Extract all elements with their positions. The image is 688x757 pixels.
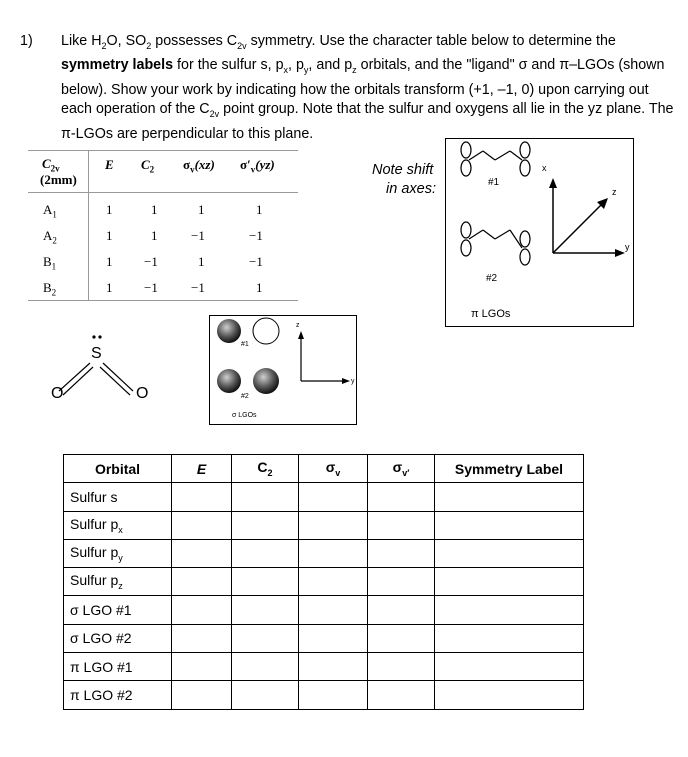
atom-sulfur: S bbox=[91, 345, 102, 362]
header-sigma-v-prime: $\sigma'_v(yz)$ bbox=[240, 157, 275, 175]
sigma-axis-y-label: y bbox=[351, 378, 355, 385]
sigma-axes bbox=[298, 331, 350, 384]
answer-cell[interactable] bbox=[368, 681, 435, 709]
row-label: Sulfur $p_x$ bbox=[64, 511, 172, 539]
sigma-lgo-2-orbitals bbox=[217, 368, 279, 394]
header-E: E bbox=[172, 455, 232, 483]
irrep-A1: $A_1$ bbox=[43, 202, 57, 220]
irrep-B1: $B_1$ bbox=[43, 254, 57, 272]
pi-lgo-2-lobes bbox=[461, 222, 530, 265]
answer-cell[interactable] bbox=[368, 624, 435, 652]
sigma-lgo-caption: σ LGOs bbox=[232, 412, 257, 419]
pi-lgo-1-label: #1 bbox=[488, 177, 500, 188]
atom-oxygen-left: O bbox=[51, 385, 64, 402]
header-E: E bbox=[105, 157, 114, 172]
character-table bbox=[28, 150, 298, 302]
pi-lgo-diagram bbox=[445, 138, 634, 327]
answer-cell[interactable] bbox=[172, 681, 232, 709]
group-name: $C_{2v}$ bbox=[42, 156, 60, 174]
answer-cell[interactable] bbox=[299, 539, 368, 567]
answer-cell[interactable] bbox=[232, 539, 299, 567]
sigma-lgo-diagram bbox=[209, 315, 357, 425]
answer-header-row bbox=[64, 455, 584, 483]
answer-cell[interactable] bbox=[172, 483, 232, 511]
row-label: Sulfur s bbox=[64, 483, 172, 511]
sigma-axis-z-label: z bbox=[296, 322, 300, 329]
answer-cell[interactable] bbox=[435, 568, 584, 596]
answer-cell[interactable] bbox=[299, 568, 368, 596]
char-cell: 1 bbox=[198, 202, 205, 217]
pi-lgo-1-lobes bbox=[461, 142, 530, 176]
header-symmetry-label: Symmetry Label bbox=[435, 455, 584, 483]
header-sigma-v: $\sigma_v$ bbox=[299, 455, 368, 483]
answer-cell[interactable] bbox=[172, 653, 232, 681]
table-row bbox=[64, 483, 584, 511]
answer-cell[interactable] bbox=[368, 596, 435, 624]
bold-term: symmetry labels bbox=[61, 57, 174, 74]
char-cell: 1 bbox=[256, 202, 263, 217]
axis-y-label: y bbox=[625, 242, 630, 252]
table-row bbox=[64, 596, 584, 624]
answer-cell[interactable] bbox=[435, 681, 584, 709]
answer-cell[interactable] bbox=[299, 483, 368, 511]
answer-cell[interactable] bbox=[368, 539, 435, 567]
answer-cell[interactable] bbox=[172, 624, 232, 652]
answer-cell[interactable] bbox=[232, 568, 299, 596]
table-row bbox=[64, 539, 584, 567]
answer-cell[interactable] bbox=[299, 511, 368, 539]
answer-cell[interactable] bbox=[232, 596, 299, 624]
table-row bbox=[64, 511, 584, 539]
answer-table bbox=[63, 454, 584, 710]
answer-cell[interactable] bbox=[172, 568, 232, 596]
answer-cell[interactable] bbox=[368, 653, 435, 681]
table-row bbox=[64, 624, 584, 652]
answer-cell[interactable] bbox=[232, 624, 299, 652]
group-alt-name: (2mm) bbox=[40, 172, 77, 187]
answer-cell[interactable] bbox=[435, 653, 584, 681]
axis-x-label: x bbox=[542, 163, 547, 173]
pi-lgo-drawing bbox=[445, 138, 634, 327]
answer-cell[interactable] bbox=[172, 539, 232, 567]
question-body: Like $H_2O$, $SO_2$ possesses $C_{2v}$ symmetry. Use the character table below to determine the symmetry labels for the sulfur s, $p_x$, $p_y$, and $p_z$ orbitals, and the "ligand" σ and π–LGOs (shown below). Show your work by indicating how the orbitals transform (+1, –1, 0) upon carrying out each operation of the $C_{2v}$ point group. Note that the sulfur and oxygens all lie in the yz plane. The π-LGOs are perpendicular to this plane. bbox=[61, 33, 674, 142]
irrep-A2: $A_2$ bbox=[43, 228, 57, 246]
answer-cell[interactable] bbox=[435, 511, 584, 539]
atom-oxygen-right: O bbox=[136, 385, 149, 402]
header-C2: $C_2$ bbox=[141, 157, 155, 175]
answer-cell[interactable] bbox=[368, 568, 435, 596]
sigma-lgo-drawing bbox=[209, 315, 357, 425]
row-label: σ LGO #1 bbox=[64, 596, 172, 624]
answer-cell[interactable] bbox=[435, 624, 584, 652]
table-row bbox=[64, 653, 584, 681]
question-number: 1) bbox=[20, 33, 33, 49]
table-row bbox=[64, 568, 584, 596]
char-cell: −1 bbox=[249, 228, 263, 243]
answer-cell[interactable] bbox=[299, 624, 368, 652]
note-line-1: Note shift bbox=[372, 162, 434, 178]
s-lone-pair-dots bbox=[92, 335, 101, 338]
answer-cell[interactable] bbox=[368, 511, 435, 539]
answer-cell[interactable] bbox=[299, 681, 368, 709]
answer-cell[interactable] bbox=[435, 596, 584, 624]
header-C2: $C_2$ bbox=[232, 455, 299, 483]
char-cell: −1 bbox=[144, 280, 158, 295]
header-sigma-v-prime: $\sigma_{v'}$ bbox=[368, 455, 435, 483]
row-label: π LGO #2 bbox=[64, 681, 172, 709]
sigma-lgo-2-label: #2 bbox=[241, 393, 249, 400]
char-cell: −1 bbox=[191, 228, 205, 243]
answer-cell[interactable] bbox=[232, 681, 299, 709]
answer-cell[interactable] bbox=[232, 511, 299, 539]
note-line-2: in axes: bbox=[386, 181, 436, 197]
char-cell: −1 bbox=[191, 280, 205, 295]
char-cell: 1 bbox=[106, 202, 113, 217]
char-cell: 1 bbox=[198, 254, 205, 269]
row-label: Sulfur $p_z$ bbox=[64, 568, 172, 596]
char-cell: 1 bbox=[151, 228, 158, 243]
answer-cell[interactable] bbox=[232, 653, 299, 681]
header-sigma-v: $\sigma_v(xz)$ bbox=[183, 157, 215, 175]
header-orbital: Orbital bbox=[64, 455, 172, 483]
row-label: σ LGO #2 bbox=[64, 624, 172, 652]
pi-lgo-caption: π LGOs bbox=[471, 308, 511, 320]
char-cell: −1 bbox=[144, 254, 158, 269]
answer-cell[interactable] bbox=[435, 539, 584, 567]
answer-cell[interactable] bbox=[368, 483, 435, 511]
char-cell: 1 bbox=[151, 202, 158, 217]
answer-cell[interactable] bbox=[172, 511, 232, 539]
char-cell: 1 bbox=[106, 228, 113, 243]
table-row bbox=[64, 681, 584, 709]
answer-cell[interactable] bbox=[299, 596, 368, 624]
sigma-lgo-1-label: #1 bbox=[241, 341, 249, 348]
pi-lgo-2-label: #2 bbox=[486, 273, 498, 284]
answer-cell[interactable] bbox=[232, 483, 299, 511]
row-label: π LGO #1 bbox=[64, 653, 172, 681]
irrep-B2: $B_2$ bbox=[43, 280, 57, 298]
answer-cell[interactable] bbox=[435, 483, 584, 511]
axis-z-label: z bbox=[612, 187, 617, 197]
char-cell: 1 bbox=[106, 280, 113, 295]
row-label: Sulfur $p_y$ bbox=[64, 539, 172, 567]
char-cell: 1 bbox=[106, 254, 113, 269]
answer-cell[interactable] bbox=[172, 596, 232, 624]
answer-cell[interactable] bbox=[299, 653, 368, 681]
char-cell: 1 bbox=[256, 280, 263, 295]
char-cell: −1 bbox=[249, 254, 263, 269]
